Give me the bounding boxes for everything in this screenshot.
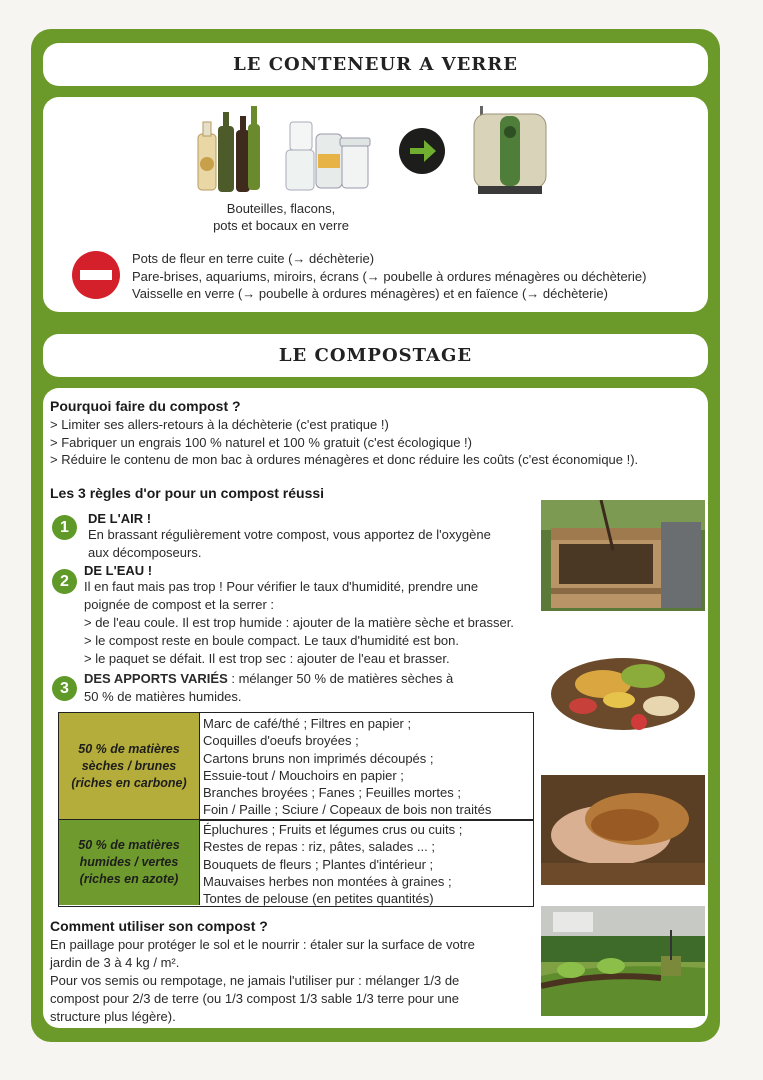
no-entry-icon xyxy=(71,250,121,300)
glass-container-icon xyxy=(470,104,550,196)
why-item: > Réduire le contenu de mon bac à ordures ménagères et donc réduire les coûts (c'est économique !). xyxy=(50,452,639,467)
glass-jars-icon xyxy=(282,110,372,196)
refused-item: Vaisselle en verre (→ poubelle à ordures ménagères) et en faïence (→ déchèterie) xyxy=(132,286,608,301)
why-heading: Pourquoi faire du compost ? xyxy=(50,398,241,414)
accepted-caption: Bouteilles, flacons, pots et bocaux en verre xyxy=(213,201,349,233)
compost-bin-photo xyxy=(541,500,705,611)
why-item: > Limiter ses allers-retours à la déchèterie (c'est pratique !) xyxy=(50,417,389,432)
refused-item: Pare-brises, aquariums, miroirs, écrans (→ poubelle à ordures ménagères ou déchèterie) xyxy=(132,268,647,284)
refused-item: Pots de fleur en terre cuite (→ déchèterie) xyxy=(132,251,375,266)
rules-heading: Les 3 règles d'or pour un compost réussi xyxy=(50,485,325,501)
refused-items-list xyxy=(132,250,646,303)
rule-number-2: 2 xyxy=(52,569,77,594)
rule-1-text: En brassant régulièrement votre compost, vous apportez de l'oxygène aux décomposeurs. xyxy=(88,527,491,560)
wet-materials-list: Épluchures ; Fruits et légumes crus ou cuits ; Restes de repas : riz, pâtes, salades ... ; Bouquets de fleurs ; Plantes d'intérieur ; Mauvaises herbes non montées à graines ; Tontes de pelouse (en petites quantités) xyxy=(203,822,463,907)
dry-materials-label: 50 % de matières sèches / brunes (riches en carbone) xyxy=(59,713,200,819)
rule-number-1: 1 xyxy=(52,515,77,540)
arrow-right-icon xyxy=(398,127,446,175)
glass-bottles-icon xyxy=(192,104,262,196)
why-list xyxy=(50,416,638,469)
rule-1-title: DE L'AIR ! xyxy=(88,511,152,526)
garden-photo xyxy=(541,906,705,1016)
dry-materials-list: Marc de café/thé ; Filtres en papier ; Coquilles d'oeufs broyées ; Cartons bruns non imprimés découpés ; Essuie-tout / Mouchoirs en papier ; Branches broyées ; Fanes ; Feuilles mortes ; Foin / Paille ; Sciure / Copeaux de bois non traités xyxy=(203,716,492,818)
usage-heading: Comment utiliser son compost ? xyxy=(50,918,268,934)
compost-section-title: LE COMPOSTAGE xyxy=(43,334,708,377)
kitchen-waste-photo xyxy=(543,636,699,740)
hands-compost-photo xyxy=(541,775,705,885)
usage-text: En paillage pour protéger le sol et le nourrir : étaler sur la surface de votre jardin de 3 à 4 kg / m². Pour vos semis ou rempotage, ne jamais l'utiliser pur : mélanger 1/3 de compost pour 2/3 de terre (ou 1/3 compost 1/3 sable 1/3 terre pour une structure plus légère). xyxy=(50,937,475,1024)
rule-3-title: DES APPORTS VARIÉS xyxy=(84,671,228,686)
rule-2-text: Il en faut mais pas trop ! Pour vérifier le taux d'humidité, prendre une poignée de compost et la serrer : > de l'eau coule. Il est trop humide : ajouter de la matière sèche et brasser. > le compost reste en boule compact. Le taux d'humidité est bon. > le paquet se défait. Il est trop sec : ajouter de l'eau et brasser. xyxy=(84,579,514,666)
glass-section-title: LE CONTENEUR A VERRE xyxy=(43,43,708,86)
rule-3-text: DES APPORTS VARIÉS : mélanger 50 % de matières sèches à 50 % de matières humides. xyxy=(84,671,454,704)
wet-materials-label: 50 % de matières humides / vertes (riches en azote) xyxy=(59,820,200,905)
rule-number-3: 3 xyxy=(52,676,77,701)
rule-2-title: DE L'EAU ! xyxy=(84,563,153,578)
materials-table xyxy=(58,712,534,907)
why-item: > Fabriquer un engrais 100 % naturel et 100 % gratuit (c'est écologique !) xyxy=(50,434,472,450)
